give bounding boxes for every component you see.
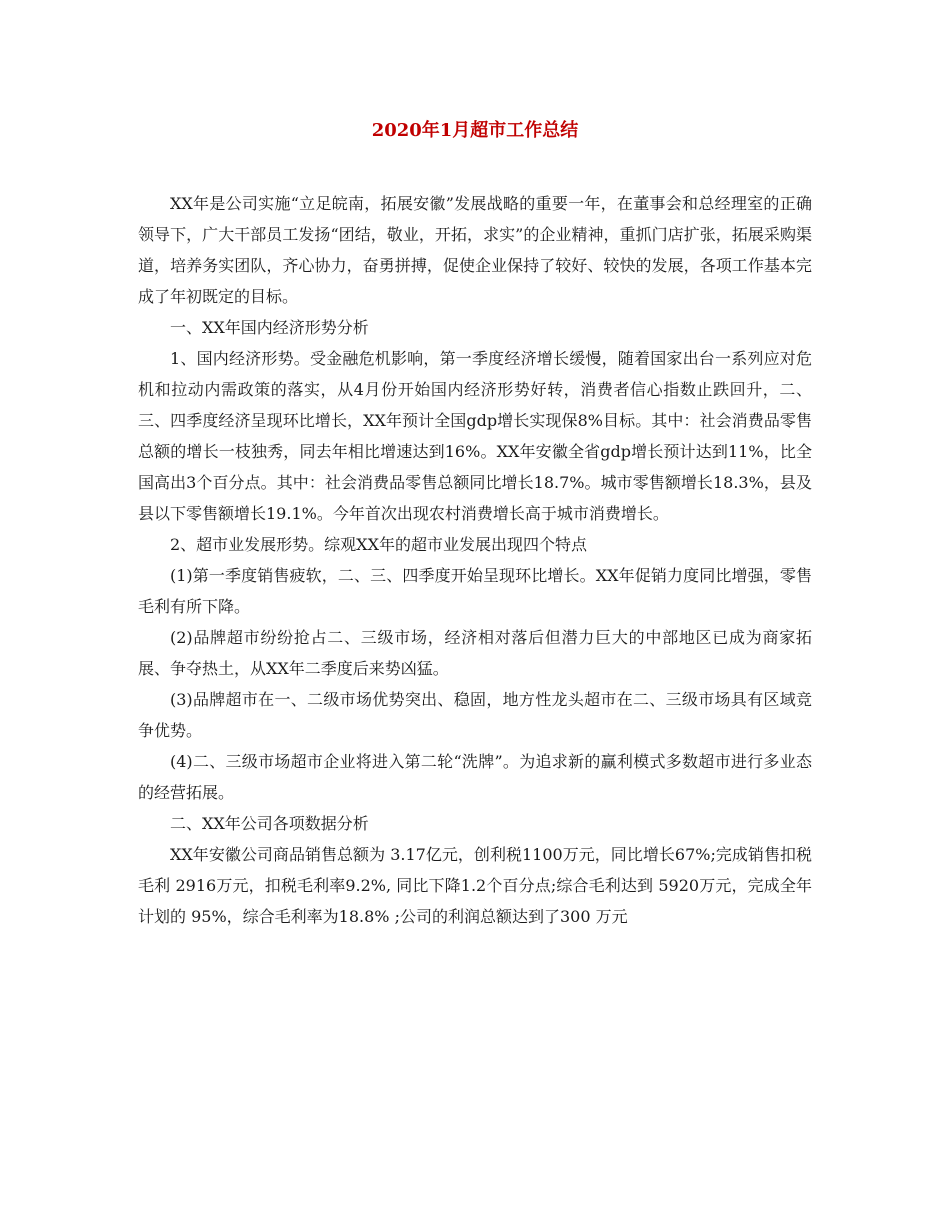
heading-section-2: 二、XX年公司各项数据分析: [170, 814, 369, 833]
paragraph-supermarket-trends: 2、超市业发展形势。综观XX年的超市业发展出现四个特点: [170, 535, 587, 554]
list-item-trend-1: (1)第一季度销售疲软，二、三、四季度开始呈现环比增长。XX年促销力度同比增强，零售毛利有所下降。: [138, 566, 812, 616]
list-item-trend-2: (2)品牌超市纷纷抢占二、三级市场，经济相对落后但潜力巨大的中部地区已成为商家拓展、争夺热土，从XX年二季度后来势凶猛。: [138, 628, 812, 678]
paragraph-domestic-economy: 1、国内经济形势。受金融危机影响，第一季度经济增长缓慢，随着国家出台一系列应对危机和拉动内需政策的落实，从4月份开始国内经济形势好转，消费者信心指数止跌回升，二、三、四季度经济呈现环比增长，XX年预计全国gdp增长实现保8%目标。其中：社会消费品零售总额的增长一枝独秀，同去年相比增速达到16%。XX年安徽全省gdp增长预计达到11%，比全国高出3个百分点。其中：社会消费品零售总额同比增长18.7%。城市零售额增长18.3%，县及县以下零售额增长19.1%。今年首次出现农村消费增长高于城市消费增长。: [138, 349, 812, 523]
paragraph-company-data: XX年安徽公司商品销售总额为 3.17亿元，创利税1100万元，同比增长67%;完成销售扣税毛利 2916万元，扣税毛利率9.2%, 同比下降1.2个百分点;综合毛利达到 5920万元，完成全年计划的 95%，综合毛利率为18.8% ;公司的利润总额达到了300 万元: [138, 845, 812, 926]
heading-section-1: 一、XX年国内经济形势分析: [170, 318, 369, 337]
list-item-trend-4: (4)二、三级市场超市企业将进入第二轮“洗牌”。为追求新的赢利模式多数超市进行多业态的经营拓展。: [138, 752, 812, 802]
list-item-trend-3: (3)品牌超市在一、二级市场优势突出、稳固，地方性龙头超市在二、三级市场具有区域竞争优势。: [138, 690, 812, 740]
document-title: 2020年1月超市工作总结: [371, 120, 579, 141]
paragraph-intro: XX年是公司实施“立足皖南，拓展安徽”发展战略的重要一年，在董事会和总经理室的正确领导下，广大干部员工发扬“团结，敬业，开拓，求实”的企业精神，重抓门店扩张，拓展采购渠道，培养务实团队，齐心协力，奋勇拼搏，促使企业保持了较好、较快的发展，各项工作基本完成了年初既定的目标。: [138, 194, 812, 306]
